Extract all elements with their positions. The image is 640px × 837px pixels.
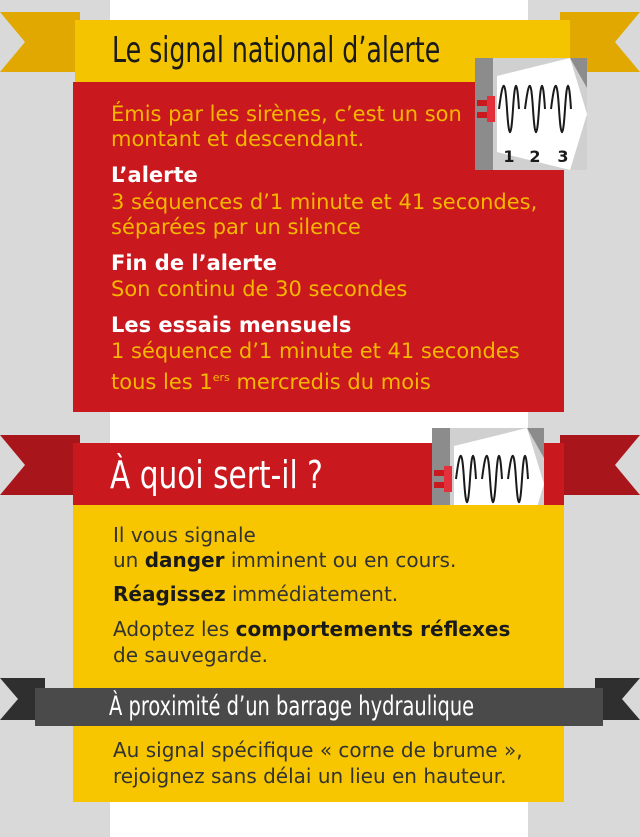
siren-number-1: 1 xyxy=(503,147,515,166)
purpose-line4: Adoptez les comportements réflexes xyxy=(113,617,511,641)
section-title-2: À quoi sert-il ? xyxy=(110,453,323,497)
section-title: Le signal national d’alerte xyxy=(112,30,441,71)
dam-line2: rejoignez sans délai un lieu en hauteur. xyxy=(113,764,507,788)
siren-number-2: 2 xyxy=(529,147,541,166)
end-alert-text: Son continu de 30 secondes xyxy=(111,277,408,301)
alert-text: 3 séquences d’1 minute et 41 secondes, séparées par un silence xyxy=(111,190,538,239)
purpose-line5: de sauvegarde. xyxy=(113,643,269,667)
purpose-panel xyxy=(73,505,564,802)
dam-line1: Au signal spécifique « corne de brume », xyxy=(113,738,523,762)
purpose-line2: un danger imminent ou en cours. xyxy=(113,548,457,572)
siren-number-3: 3 xyxy=(557,147,569,166)
dam-banner xyxy=(35,688,603,726)
purpose-line3: Réagissez immédiatement. xyxy=(113,582,399,606)
tests-heading: Les essais mensuels xyxy=(111,313,352,337)
intro-text: Émis par les sirènes, c’est un son montant et descendant. xyxy=(111,102,462,151)
tests-line1: 1 séquence d’1 minute et 41 secondes xyxy=(111,339,520,363)
end-alert-heading: Fin de l’alerte xyxy=(111,251,277,275)
siren-wave-icon xyxy=(475,58,587,174)
alert-heading: L’alerte xyxy=(111,163,198,187)
tests-line2: tous les 1ers mercredis du mois xyxy=(111,370,431,394)
dam-banner-title: À proximité d’un barrage hydraulique xyxy=(109,691,475,722)
purpose-line1: Il vous signale xyxy=(113,523,256,547)
